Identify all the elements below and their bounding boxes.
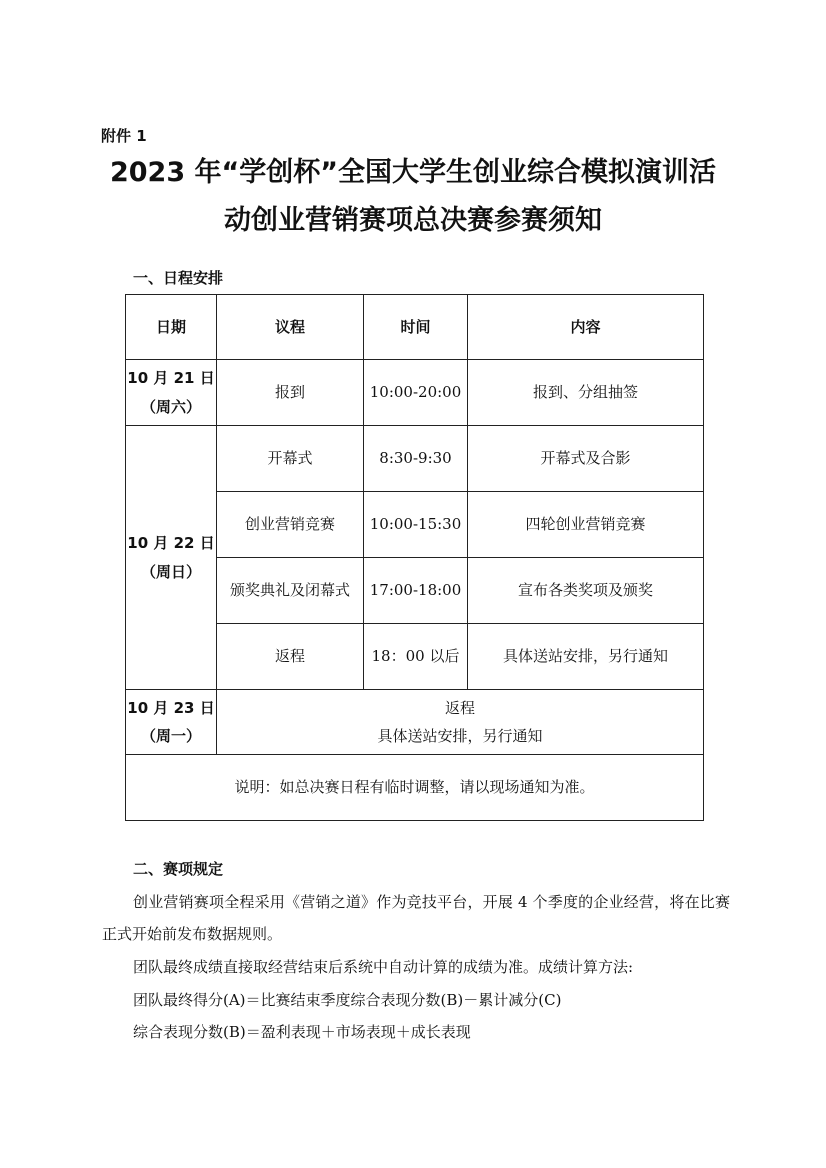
formula-performance-score: 综合表现分数(B)＝盈利表现＋市场表现＋成长表现 <box>133 1023 471 1041</box>
time-cell: 10:00-20:00 <box>364 360 468 426</box>
weekday-text: （周日） <box>140 562 201 581</box>
weekday-text: （周一） <box>140 727 201 745</box>
schedule-note: 说明：如总决赛日程有临时调整，请以现场通知为准。 <box>126 755 704 821</box>
header-date: 日期 <box>126 295 217 360</box>
schedule-heading: 一、日程安排 <box>133 269 224 287</box>
table-row <box>126 690 704 755</box>
date-text: 10 月 21 日 <box>127 369 215 387</box>
header-content: 内容 <box>468 295 704 360</box>
agenda-cell: 报到 <box>217 360 364 426</box>
agenda-cell: 开幕式 <box>217 426 364 492</box>
rules-paragraph-platform: 创业营销赛项全程采用《营销之道》作为竞技平台，开展 4 个季度的企业经营，将在比赛正式开始前发布数据规则。 <box>102 893 730 943</box>
weekday-text: （周六） <box>140 397 201 416</box>
agenda-cell: 创业营销竞赛 <box>217 492 364 558</box>
header-agenda: 议程 <box>217 295 364 360</box>
time-cell: 17:00-18:00 <box>364 558 468 624</box>
return-note: 具体送站安排，另行通知 <box>377 727 543 745</box>
header-time: 时间 <box>364 295 468 360</box>
content-cell: 具体送站安排，另行通知 <box>468 624 704 690</box>
table-note-row <box>126 755 704 821</box>
formula-final-score: 团队最终得分(A)＝比赛结束季度综合表现分数(B)－累计减分(C) <box>133 991 562 1009</box>
content-cell: 宣布各类奖项及颁奖 <box>468 558 704 624</box>
agenda-cell: 颁奖典礼及闭幕式 <box>217 558 364 624</box>
date-cell <box>126 360 217 426</box>
content-cell: 四轮创业营销竞赛 <box>468 492 704 558</box>
content-cell: 报到、分组抽签 <box>468 360 704 426</box>
table-row <box>126 426 704 492</box>
return-label: 返程 <box>444 698 475 717</box>
document-title-line-1: 2023 年“学创杯”全国大学生创业综合模拟演训活 <box>109 157 717 188</box>
rules-paragraph-scoring: 团队最终成绩直接取经营结束后系统中自动计算的成绩为准。成绩计算方法: <box>133 958 634 976</box>
date-cell <box>126 690 217 755</box>
agenda-cell: 返程 <box>217 624 364 690</box>
date-text: 10 月 23 日 <box>127 698 215 717</box>
content-cell: 开幕式及合影 <box>468 426 704 492</box>
time-cell: 8:30-9:30 <box>364 426 468 492</box>
document-title-line-2: 动创业营销赛项总决赛参赛须知 <box>224 205 602 236</box>
rules-heading: 二、赛项规定 <box>133 860 224 878</box>
time-cell: 18：00 以后 <box>364 624 468 690</box>
date-text: 10 月 22 日 <box>127 534 215 552</box>
attachment-label: 附件 1 <box>101 127 147 145</box>
table-row <box>126 360 704 426</box>
time-cell: 10:00-15:30 <box>364 492 468 558</box>
date-cell <box>126 426 217 690</box>
merged-content-cell <box>217 690 704 755</box>
table-header-row <box>126 295 704 360</box>
schedule-table <box>125 294 704 821</box>
